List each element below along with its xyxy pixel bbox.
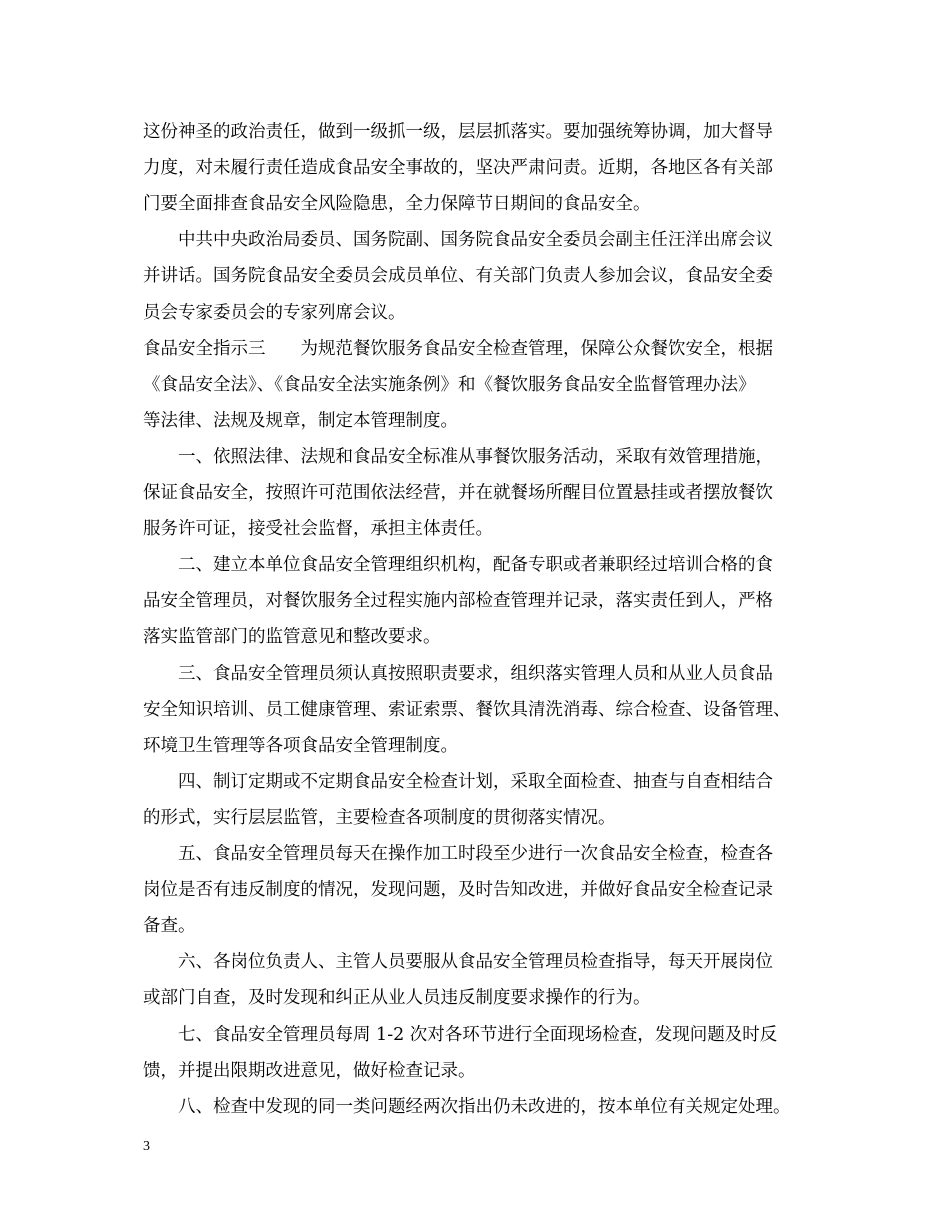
text-line: 备查。 [143, 916, 196, 937]
text-line: 六、各岗位负责人、主管人员要服从食品安全管理员检查指导，每天开展岗位 [143, 952, 773, 973]
text-line: 环境卫生管理等各项食品安全管理制度。 [143, 735, 458, 756]
text-line: 落实监管部门的监管意见和整改要求。 [143, 627, 441, 648]
text-line: 中共中央政治局委员、国务院副、国务院食品安全委员会副主任汪洋出席会议 [143, 230, 773, 251]
text-line: 这份神圣的政治责任，做到一级抓一级，层层抓落实。要加强统筹协调，加大督导 [143, 122, 773, 142]
text-line: 《食品安全法》、《食品安全法实施条例》和《餐饮服务食品安全监督管理办法》 [143, 374, 756, 395]
text-line: 三、食品安全管理员须认真按照职责要求，组织落实管理人员和从业人员食品 [143, 663, 773, 684]
text-line: 岗位是否有违反制度的情况，发现问题，及时告知改进，并做好食品安全检查记录 [143, 880, 773, 901]
text-line: 八、检查中发现的同一类问题经两次指出仍未改进的，按本单位有关规定处理。 [143, 1096, 791, 1117]
text-line: 服务许可证，接受社会监督，承担主体责任。 [143, 519, 493, 540]
text-line: 安全知识培训、员工健康管理、索证索票、餐饮具清洗消毒、综合检查、设备管理、 [143, 699, 791, 720]
text-line: 并讲话。国务院食品安全委员会成员单位、有关部门负责人参加会议，食品安全委 [143, 266, 773, 287]
text-line: 或部门自查，及时发现和纠正从业人员违反制度要求操作的行为。 [143, 988, 651, 1009]
text-line: 七、食品安全管理员每周 1-2 次对各环节进行全面现场检查，发现问题及时反 [143, 1024, 778, 1045]
text-line: 二、建立本单位食品安全管理组织机构，配备专职或者兼职经过培训合格的食 [143, 555, 773, 576]
text-line: 门要全面排查食品安全风险隐患，全力保障节日期间的食品安全。 [143, 194, 651, 215]
text-line: 品安全管理员，对餐饮服务全过程实施内部检查管理并记录，落实责任到人，严格 [143, 591, 773, 612]
text-line: 等法律、法规及规章，制定本管理制度。 [143, 410, 458, 431]
text-line: 五、食品安全管理员每天在操作加工时段至少进行一次食品安全检查，检查各 [143, 844, 773, 864]
text-line: 四、制订定期或不定期食品安全检查计划，采取全面检查、抽查与自查相结合 [143, 771, 773, 792]
text-line: 馈，并提出限期改进意见，做好检查记录。 [143, 1060, 476, 1081]
text-line: 力度，对未履行责任造成食品安全事故的，坚决严肃问责。近期，各地区各有关部 [143, 158, 773, 179]
text-line: 员会专家委员会的专家列席会议。 [143, 302, 406, 323]
text-line: 保证食品安全，按照许可范围依法经营，并在就餐场所醒目位置悬挂或者摆放餐饮 [143, 483, 773, 503]
text-line: 一、依照法律、法规和食品安全标准从事餐饮服务活动，采取有效管理措施， [143, 446, 773, 467]
text-line: 的形式，实行层层监管，主要检查各项制度的贯彻落实情况。 [143, 807, 616, 828]
page-number: 3 [143, 1139, 150, 1154]
text-line: 食品安全指示三 为规范餐饮服务食品安全检查管理，保障公众餐饮安全，根据 [143, 338, 773, 359]
